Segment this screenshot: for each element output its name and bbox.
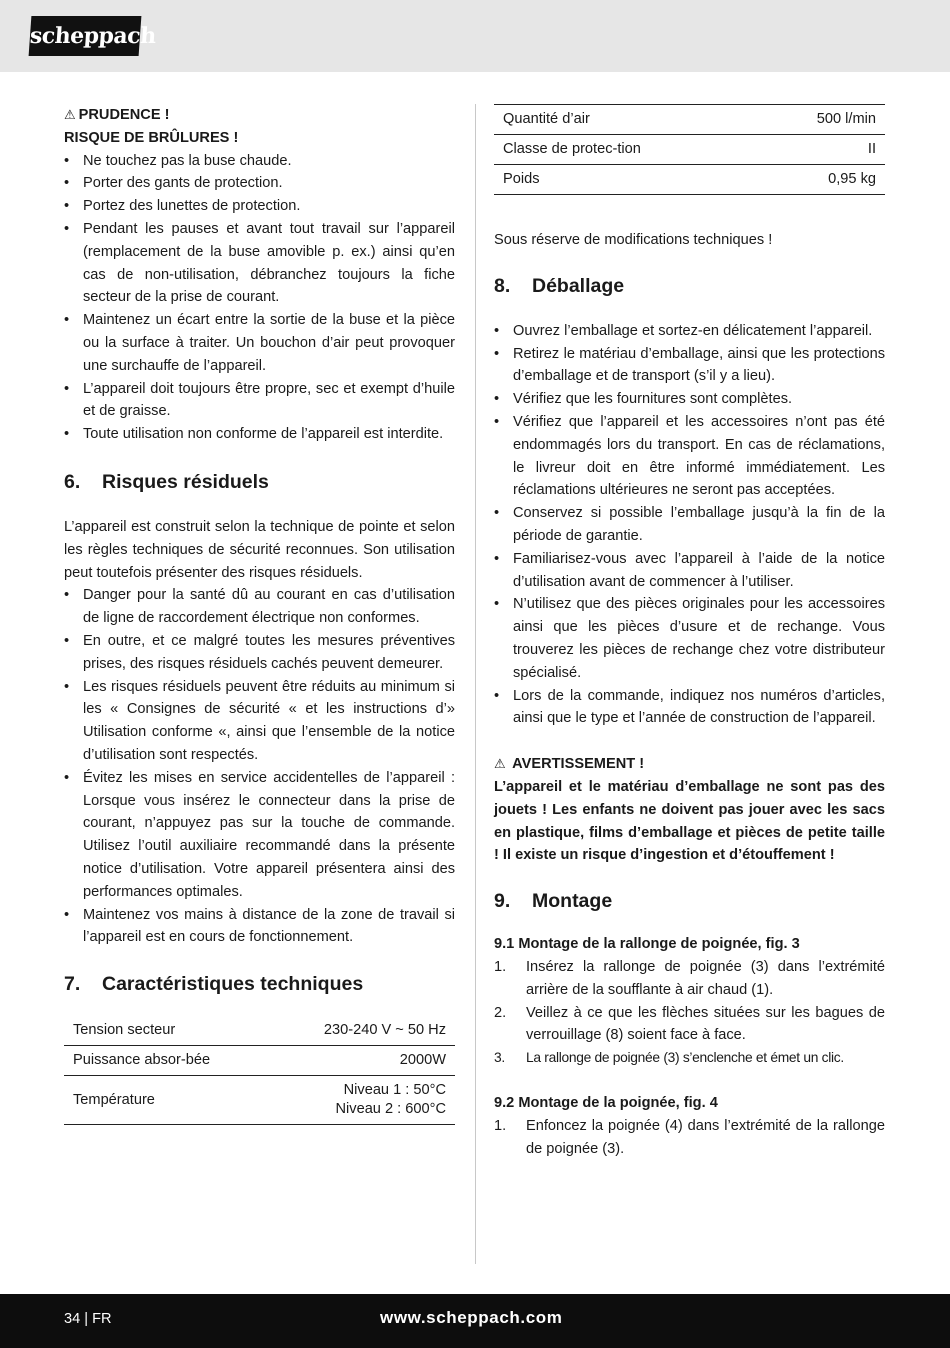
spec-value: 2000W bbox=[399, 1052, 446, 1069]
spec-value: 230-240 V ~ 50 Hz bbox=[323, 1022, 446, 1039]
spec-value bbox=[222, 1076, 455, 1125]
subsection-heading-9-1: 9.1 Montage de la rallonge de poignée, fig. 3 bbox=[494, 936, 800, 953]
list-item: • Porter des gants de protection. bbox=[64, 172, 455, 195]
steps-list-9-2 bbox=[494, 1115, 885, 1161]
list-item: • Vérifiez que l’appareil et les accessoires n’ont pas été endommagés lors du transport. En cas de réclamations, le livreur doit en être informé immédiatement. Les réclamations ultérieures ne seront pas acceptées. bbox=[494, 411, 885, 502]
spec-label: Quantité d’air bbox=[503, 111, 590, 127]
list-item: • Évitez les mises en service accidentelles de l’appareil : Lorsque vous insérez le connecteur dans la prise de courant, n’appuyez pas sur la touche de commande. Utilisez l’outil auxiliaire recommandé dans la présente notice d’utilisation. Votre appareil présentera ainsi des performances optimales. bbox=[64, 767, 455, 904]
specs-table-right bbox=[494, 104, 885, 195]
spec-value-line: Niveau 2 : 600°C bbox=[335, 1101, 446, 1118]
list-item: • Toute utilisation non conforme de l’appareil est interdite. bbox=[64, 423, 455, 446]
list-item: • Portez des lunettes de protection. bbox=[64, 195, 455, 218]
list-item: 1. Insérez la rallonge de poignée (3) dans l’extrémité arrière de la soufflante à air chaud (1). bbox=[494, 958, 885, 998]
list-item: • En outre, et ce malgré toutes les mesures préventives prises, des risques résiduels cachés peuvent demeurer. bbox=[64, 630, 455, 676]
list-item: • Les risques résiduels peuvent être réduits au minimum si les « Consignes de sécurité « et les instructions d’» Utilisation conforme «, ainsi que l’ensemble de la notice d’utilisation sont respectés. bbox=[64, 676, 455, 767]
spec-label: Poids bbox=[503, 171, 540, 187]
reserve-note: Sous réserve de modifications techniques ! bbox=[494, 232, 773, 248]
list-item: • Pendant les pauses et avant tout travail sur l’appareil (remplacement de la buse amovible p. ex.) ainsi qu’en cas de non-utilisation, débranchez toujours la fiche secteur de la prise de courant. bbox=[64, 218, 455, 309]
table-row bbox=[64, 1076, 455, 1125]
list-item: • Maintenez un écart entre la sortie de la buse et la pièce ou la surface à traiter. Un bouchon d’air peut provoquer une surchauffe de l’appareil. bbox=[64, 309, 455, 377]
website-link[interactable]: www.scheppach.com bbox=[380, 1308, 563, 1327]
warning-triangle-icon: ⚠ bbox=[64, 107, 76, 122]
list-item: 1. Enfoncez la poignée (4) dans l’extrémité de la rallonge de poignée (3). bbox=[494, 1117, 885, 1157]
spec-label: Classe de protec-tion bbox=[503, 141, 641, 157]
list-item: • Retirez le matériau d’emballage, ainsi que les protections d’emballage et de transport (s’il y a lieu). bbox=[494, 343, 885, 389]
list-item: • Danger pour la santé dû au courant en cas d’utilisation de ligne de raccordement électrique non conformes. bbox=[64, 584, 455, 630]
left-column bbox=[64, 104, 455, 1125]
spec-value: 500 l/min bbox=[816, 111, 876, 127]
warning-title: ⚠ AVERTISSEMENT ! bbox=[494, 753, 885, 776]
spec-label: Température bbox=[73, 1091, 155, 1108]
spec-label: Tension secteur bbox=[73, 1022, 176, 1039]
table-row bbox=[494, 135, 885, 165]
list-item: • Ouvrez l’emballage et sortez-en délicatement l’appareil. bbox=[494, 320, 885, 343]
subsection-heading-9-2: 9.2 Montage de la poignée, fig. 4 bbox=[494, 1094, 718, 1111]
section6-intro: L’appareil est construit selon la technique de pointe et selon les règles techniques de sécurité reconnues. Son utilisation peut toutefois présenter des risques résiduels. bbox=[64, 518, 455, 581]
caution-list bbox=[64, 150, 455, 446]
spec-value: II bbox=[867, 141, 876, 157]
column-divider bbox=[475, 104, 476, 1264]
section-heading-8: 8. Déballage bbox=[494, 274, 625, 297]
list-item: • Lors de la commande, indiquez nos numéros d’articles, ainsi que le type et l’année de construction de l’appareil. bbox=[494, 685, 885, 731]
right-column bbox=[494, 104, 885, 1160]
list-item: • Vérifiez que les fournitures sont complètes. bbox=[494, 388, 885, 411]
section-heading-6: 6. Risques résiduels bbox=[64, 470, 269, 493]
warning-triangle-icon: ⚠ bbox=[494, 756, 506, 772]
residual-risks-list bbox=[64, 584, 455, 949]
list-item: • Familiarisez-vous avec l’appareil à l’aide de la notice d’utilisation avant de commencer à l’utiliser. bbox=[494, 548, 885, 594]
footer-bar bbox=[0, 1294, 950, 1348]
spec-value-line: Niveau 1 : 50°C bbox=[343, 1082, 446, 1099]
table-row bbox=[494, 105, 885, 135]
list-item: 3. La rallonge de poignée (3) s’enclenche et émet un clic. bbox=[494, 1050, 844, 1066]
caution-subtitle: RISQUE DE BRÛLURES ! bbox=[64, 129, 239, 146]
scheppach-logo: scheppach bbox=[29, 16, 142, 56]
list-item: • Maintenez vos mains à distance de la zone de travail si l’appareil est en cours de fonctionnement. bbox=[64, 904, 455, 950]
specs-table-left bbox=[64, 1016, 455, 1125]
section-heading-7: 7. Caractéristiques techniques bbox=[64, 973, 364, 996]
list-item: • N’utilisez que des pièces originales pour les accessoires ainsi que les pièces d’usure et de rechange. Vous trouverez les pièces de rechange chez votre distributeur spécialisé. bbox=[494, 593, 885, 684]
table-row bbox=[494, 165, 885, 195]
list-item: 2. Veillez à ce que les flèches situées sur les bagues de verrouillage (8) soient face à face. bbox=[494, 1004, 885, 1044]
page-number: 34 | FR bbox=[64, 1311, 112, 1327]
steps-list-9-1 bbox=[494, 956, 885, 1070]
warning-text: L’appareil et le matériau d’emballage ne sont pas des jouets ! Les enfants ne doivent pas jouer avec les sacs en plastique, films d’emballage et pièces de petite taille ! Il existe un risque d’ingestion et d’étouffement ! bbox=[494, 778, 885, 864]
unpacking-list bbox=[494, 320, 885, 730]
header-bar bbox=[0, 0, 950, 72]
table-row bbox=[64, 1016, 455, 1046]
list-item: • Conservez si possible l’emballage jusqu’à la fin de la période de garantie. bbox=[494, 502, 885, 548]
spec-label: Puissance absor-bée bbox=[73, 1052, 211, 1069]
spec-value: 0,95 kg bbox=[828, 171, 876, 187]
list-item: • Ne touchez pas la buse chaude. bbox=[64, 150, 455, 173]
table-row bbox=[64, 1046, 455, 1076]
caution-title: ⚠ PRUDENCE ! bbox=[64, 104, 455, 127]
section-heading-9: 9. Montage bbox=[494, 890, 613, 913]
list-item: • L’appareil doit toujours être propre, sec et exempt d’huile et de graisse. bbox=[64, 378, 455, 424]
